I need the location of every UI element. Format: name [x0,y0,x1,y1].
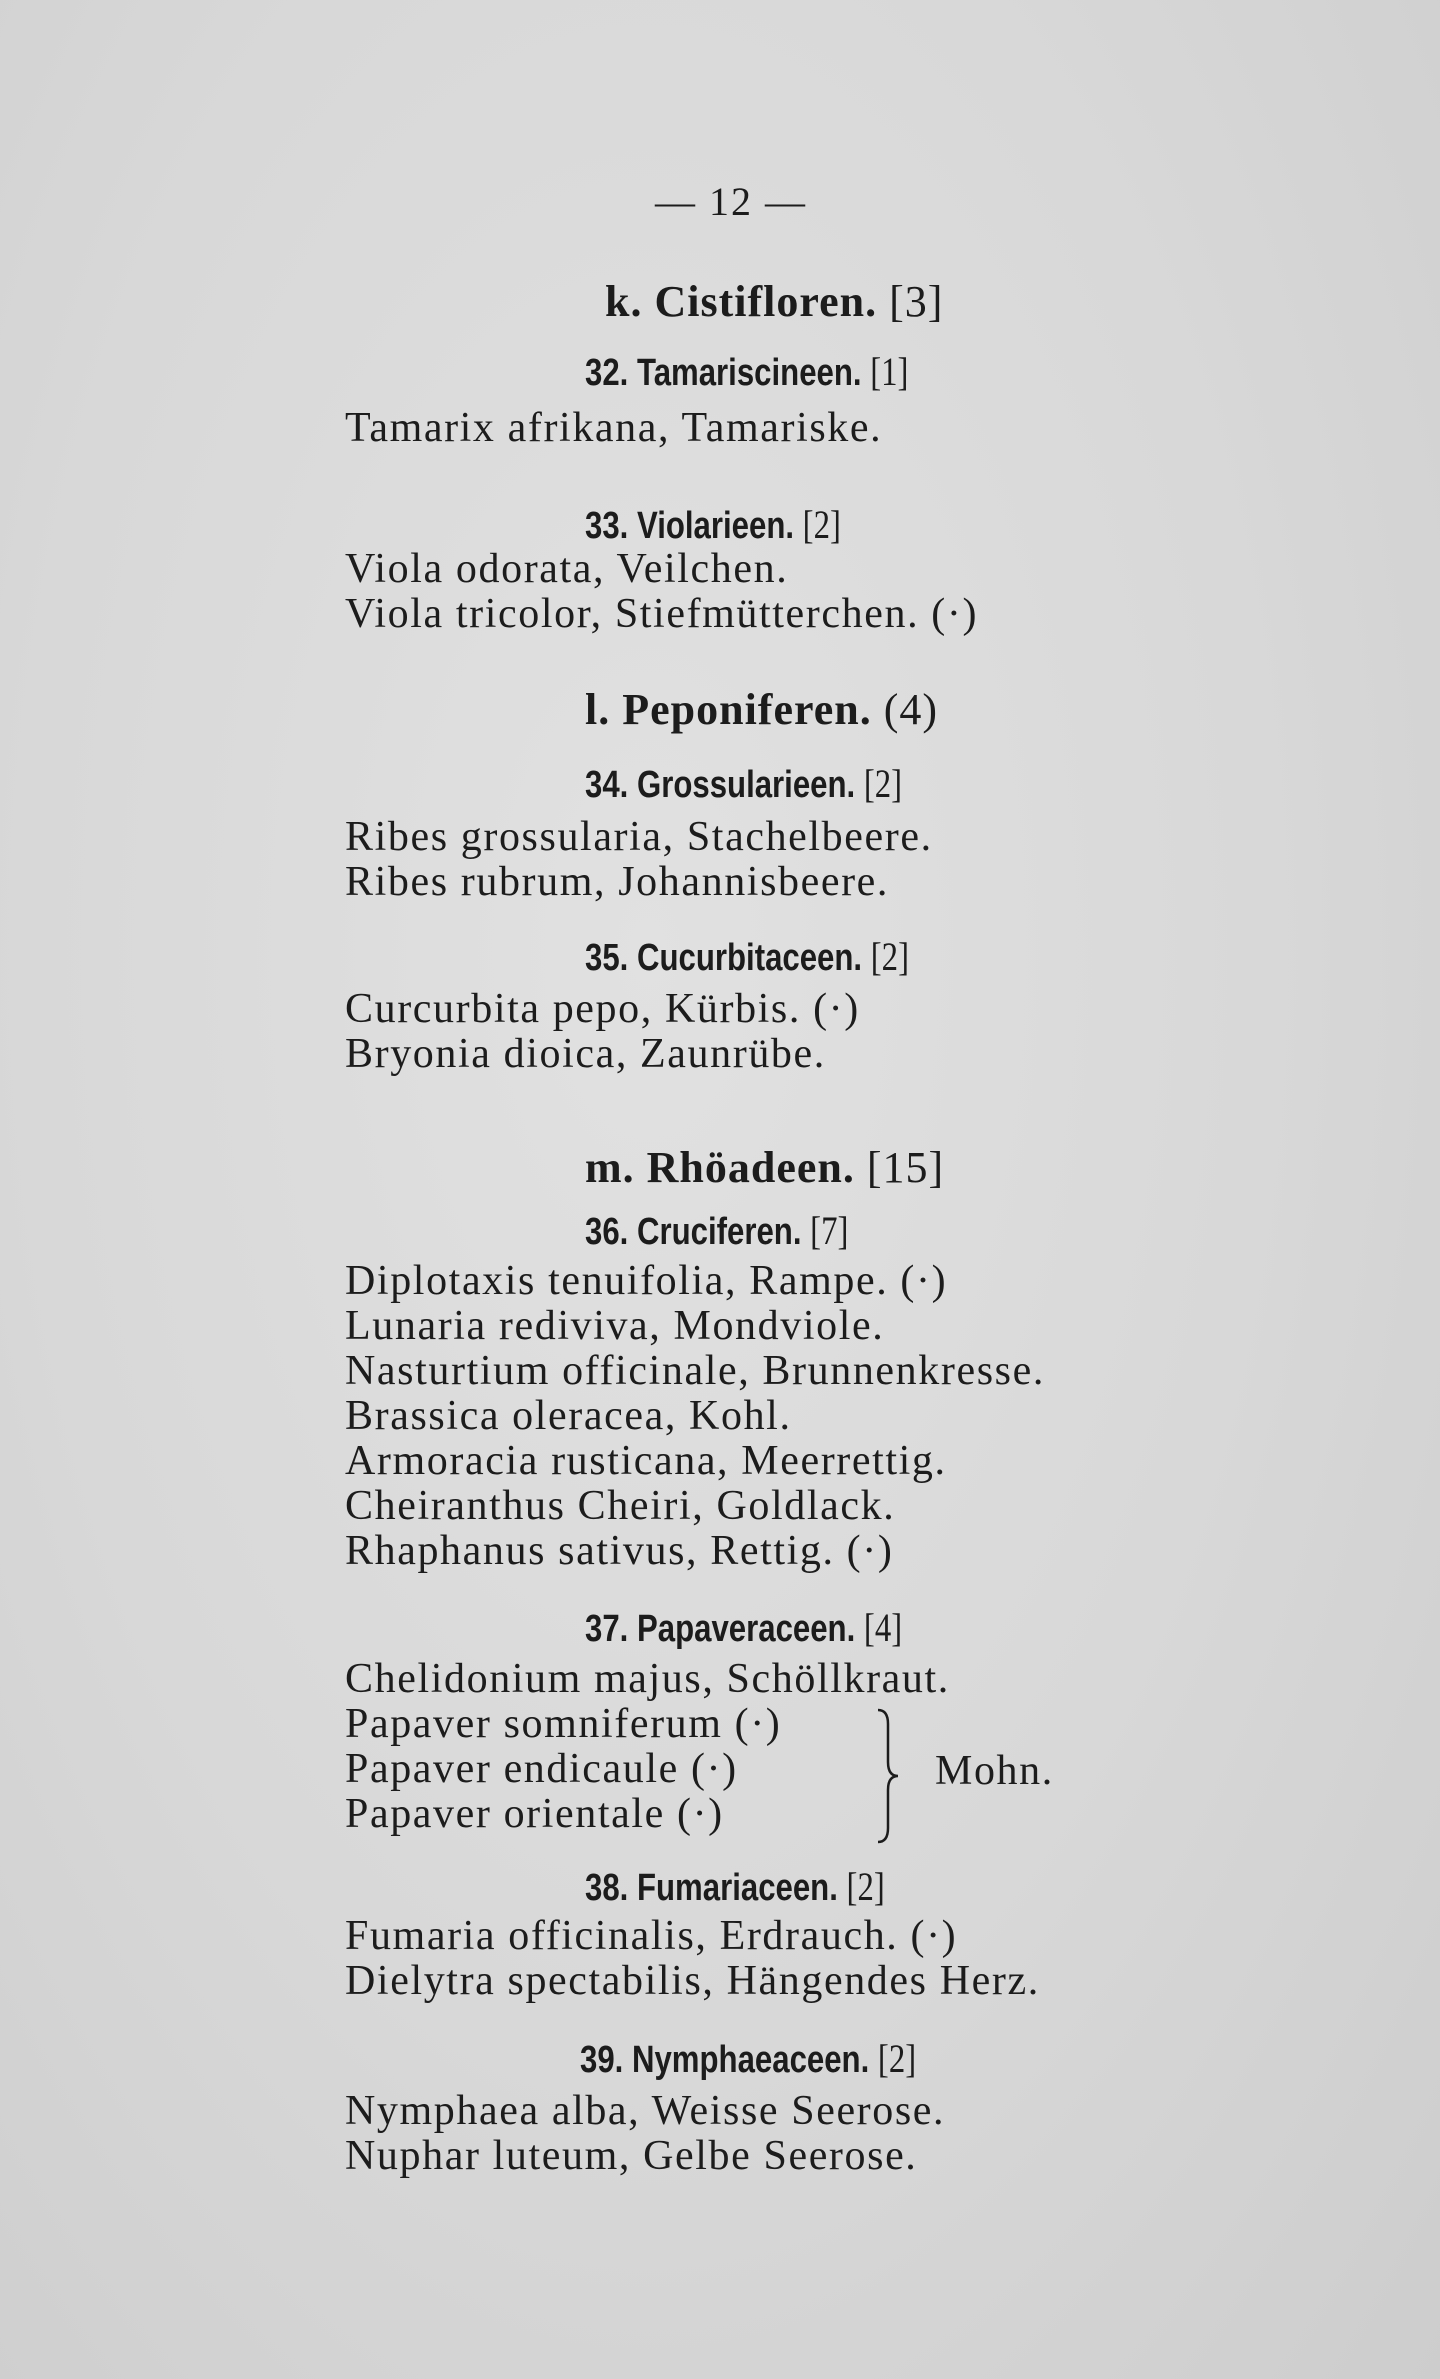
species-entry: Chelidonium majus, Schöllkraut. [345,1656,950,1702]
family-heading-39 [580,2035,916,2082]
species-entry: Papaver endicaule (·) [345,1746,738,1792]
page-number: — 12 — [655,179,807,224]
species-entry: Diplotaxis tenuifolia, Rampe. (·) [345,1258,948,1304]
section-heading-l [585,684,938,735]
family-count: [7] [810,1208,849,1253]
species-entry: Ribes rubrum, Johannisbeere. [345,859,890,905]
species-entry: Lunaria rediviva, Mondviole. [345,1303,885,1349]
species-entry: Curcurbita pepo, Kürbis. (·) [345,986,860,1032]
species-entry: Nymphaea alba, Weisse Seerose. [345,2088,946,2134]
species-entry: Viola odorata, Veilchen. [345,546,789,592]
family-heading-36 [585,1207,848,1254]
section-title: m. Rhöadeen. [585,1143,855,1192]
species-entry: Brassica oleracea, Kohl. [345,1393,792,1439]
species-entry: Nasturtium officinale, Brunnenkresse. [345,1348,1045,1394]
family-count: [2] [802,502,841,547]
section-title: k. Cistifloren. [605,277,878,326]
section-count: [3] [889,277,944,326]
species-entry: Ribes grossularia, Stachelbeere. [345,814,933,860]
family-title: 38. Fumariaceen. [585,1867,838,1909]
species-entry: Tamarix afrikana, Tamariske. [345,405,883,451]
family-title: 36. Cruciferen. [585,1211,802,1253]
species-entry: Dielytra spectabilis, Hängendes Herz. [345,1958,1040,2004]
family-count: [1] [870,349,909,394]
species-entry: Cheiranthus Cheiri, Goldlack. [345,1483,896,1529]
family-count: [2] [863,761,903,806]
family-count: [2] [877,2036,917,2081]
family-heading-38 [585,1863,885,1910]
species-entry: Bryonia dioica, Zaunrübe. [345,1031,826,1077]
family-title: 39. Nymphaeaceen. [580,2039,870,2081]
family-heading-35 [585,933,909,980]
family-heading-32 [585,348,908,395]
brace-label: Mohn. [935,1748,1054,1794]
species-entry: Papaver orientale (·) [345,1791,724,1837]
family-count: [2] [870,934,909,979]
family-heading-33 [585,501,841,548]
section-heading-k [605,276,943,327]
family-count: [4] [863,1605,903,1650]
family-title: 37. Papaveraceen. [585,1608,856,1650]
section-count: (4) [883,685,939,734]
species-entry: Nuphar luteum, Gelbe Seerose. [345,2133,918,2179]
family-heading-34 [585,760,902,807]
curly-brace-icon [870,1706,900,1846]
family-title: 34. Grossularieen. [585,764,856,806]
family-heading-37 [585,1604,902,1651]
section-count: [15] [866,1143,945,1192]
species-entry: Viola tricolor, Stiefmütterchen. (·) [345,591,979,637]
species-entry: Rhaphanus sativus, Rettig. (·) [345,1528,894,1574]
family-count: [2] [846,1864,885,1909]
species-entry: Fumaria officinalis, Erdrauch. (·) [345,1913,958,1959]
species-entry: Armoracia rusticana, Meerrettig. [345,1438,947,1484]
family-title: 32. Tamariscineen. [585,352,862,394]
family-title: 33. Violarieen. [585,505,795,547]
section-title: l. Peponiferen. [585,685,872,734]
species-entry: Papaver somniferum (·) [345,1701,782,1747]
family-title: 35. Cucurbitaceen. [585,937,863,979]
section-heading-m [585,1142,944,1193]
